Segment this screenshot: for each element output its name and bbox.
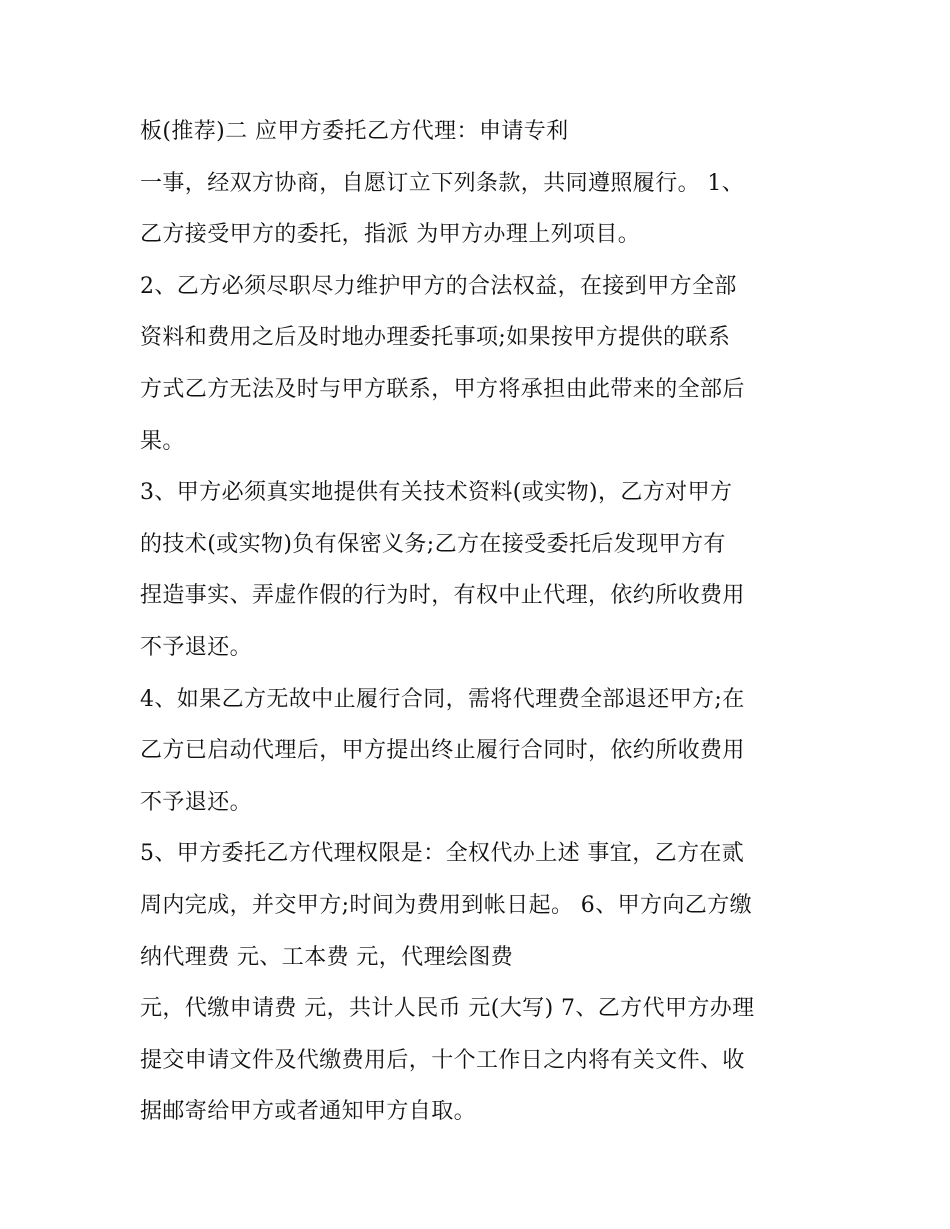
text-line: 方式乙方无法及时与甲方联系，甲方将承担由此带来的全部后 (140, 376, 745, 402)
text-line: 2、乙方必须尽职尽力维护甲方的合法权益，在接到甲方全部 (140, 273, 737, 299)
text-line: 一事，经双方协商，自愿订立下列条款，共同遵照履行。 1、 (140, 170, 745, 196)
text-line: 4、如果乙方无故中止履行合同，需将代理费全部退还甲方;在 (140, 686, 745, 712)
text-line: 不予退还。 (140, 634, 253, 660)
text-line: 据邮寄给甲方或者通知甲方自取。 (140, 1099, 477, 1125)
text-line: 纳代理费 元、工本费 元，代理绘图费 (140, 944, 514, 970)
text-line: 资料和费用之后及时地办理委托事项;如果按甲方提供的联系 (140, 325, 731, 351)
text-line: 元，代缴申请费 元，共计人民币 元(大写) 7、乙方代甲方办理 (140, 996, 755, 1022)
text-line: 乙方接受甲方的委托，指派 为甲方办理上列项目。 (140, 222, 641, 248)
text-line: 的技术(或实物)负有保密义务;乙方在接受委托后发现甲方有 (140, 531, 726, 557)
text-line: 不予退还。 (140, 789, 253, 815)
text-line: 果。 (140, 428, 185, 454)
text-line: 5、甲方委托乙方代理权限是：全权代办上述 事宜，乙方在贰 (140, 841, 745, 867)
text-line: 提交申请文件及代缴费用后，十个工作日之内将有关文件、收 (140, 1047, 745, 1073)
text-line: 乙方已启动代理后，甲方提出终止履行合同时，依约所收费用 (140, 738, 745, 764)
document-body (140, 106, 830, 1138)
text-line: 周内完成，并交甲方;时间为费用到帐日起。 6、甲方向乙方缴 (140, 892, 753, 918)
text-line: 3、甲方必须真实地提供有关技术资料(或实物)，乙方对甲方 (140, 480, 733, 506)
text-line: 捏造事实、弄虚作假的行为时，有权中止代理，依约所收费用 (140, 583, 745, 609)
text-line: 板(推荐)二 应甲方委托乙方代理：申请专利 (140, 119, 569, 144)
